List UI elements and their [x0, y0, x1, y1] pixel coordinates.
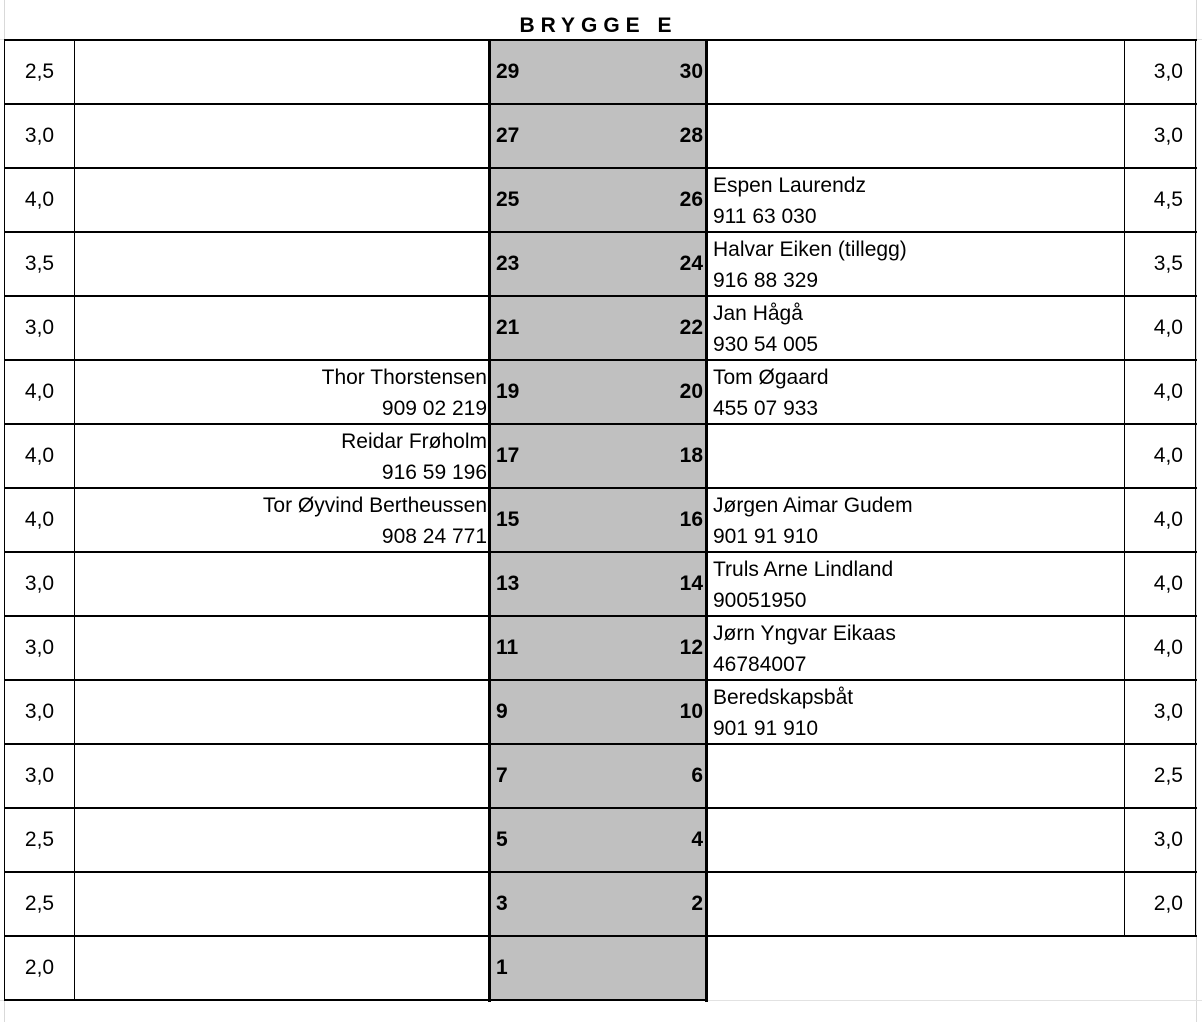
- right-berth-occupant[interactable]: [707, 744, 1124, 808]
- right-berth-number: 2: [691, 892, 703, 915]
- left-occupant-phone: 916 59 196: [381, 461, 487, 484]
- right-occupant-phone: 46784007: [713, 653, 807, 676]
- left-berth-number: 3: [496, 892, 508, 915]
- right-berth-size[interactable]: 3,0: [1124, 40, 1196, 104]
- right-occupant-phone: 90051950: [713, 589, 807, 612]
- left-berth-size[interactable]: 2,5: [4, 872, 75, 936]
- left-berth-number: 1: [496, 956, 508, 979]
- right-occupant-name: Espen Laurendz: [713, 174, 866, 197]
- left-berth-occupant[interactable]: [75, 168, 490, 232]
- row-divider: [706, 487, 1197, 489]
- berth-row: [0, 232, 1202, 296]
- right-occupant-phone: 911 63 030: [713, 205, 817, 228]
- right-berth-number: 28: [679, 124, 703, 147]
- left-berth-occupant[interactable]: [75, 424, 490, 488]
- right-berth-occupant[interactable]: [707, 808, 1124, 872]
- right-berth-number: 4: [691, 828, 703, 851]
- right-berth-number: 12: [679, 636, 703, 659]
- right-berth-occupant[interactable]: [707, 40, 1124, 104]
- right-berth-number: 24: [679, 252, 703, 275]
- row-divider: [706, 359, 1197, 361]
- right-occupant-name: Truls Arne Lindland: [713, 558, 894, 581]
- left-berth-occupant[interactable]: [75, 40, 490, 104]
- berth-row: [0, 488, 1202, 552]
- row-divider: [4, 743, 708, 745]
- right-berth-occupant[interactable]: [707, 104, 1124, 168]
- berth-row: [0, 360, 1202, 424]
- pier-cell[interactable]: [490, 552, 707, 616]
- right-occupant-phone: 901 91 910: [713, 525, 819, 548]
- right-berth-occupant[interactable]: [707, 232, 1124, 296]
- right-berth-size[interactable]: 3,0: [1124, 104, 1196, 168]
- pier-cell[interactable]: [490, 424, 707, 488]
- left-occupant-name: Thor Thorstensen: [321, 366, 487, 389]
- right-berth-number: 30: [679, 60, 703, 83]
- right-berth-number: 26: [679, 188, 703, 211]
- left-berth-size[interactable]: 4,0: [4, 488, 75, 552]
- left-berth-number: 11: [496, 636, 519, 659]
- right-occupant-phone: 916 88 329: [713, 269, 819, 292]
- right-berth-occupant[interactable]: [707, 616, 1124, 680]
- pier-cell[interactable]: [490, 168, 707, 232]
- right-occupant-phone: 901 91 910: [713, 717, 819, 740]
- right-berth-size[interactable]: 4,5: [1124, 168, 1196, 232]
- berth-row: [0, 936, 1202, 1000]
- pier-cell[interactable]: [490, 104, 707, 168]
- berth-row: [0, 40, 1202, 104]
- row-divider: [706, 167, 1197, 169]
- left-berth-occupant[interactable]: [75, 488, 490, 552]
- left-berth-size[interactable]: 4,0: [4, 360, 75, 424]
- right-berth-number: 18: [679, 444, 703, 467]
- left-berth-occupant[interactable]: [75, 936, 490, 1000]
- row-divider: [4, 487, 708, 489]
- right-berth-number: 20: [679, 380, 703, 403]
- pier-cell[interactable]: [490, 936, 707, 1000]
- right-berth-occupant[interactable]: [707, 936, 1124, 1000]
- right-berth-occupant[interactable]: [707, 488, 1124, 552]
- pier-cell[interactable]: [490, 488, 707, 552]
- left-berth-size[interactable]: 3,0: [4, 680, 75, 744]
- right-berth-size[interactable]: 3,5: [1124, 232, 1196, 296]
- left-berth-number: 5: [496, 828, 508, 851]
- pier-cell[interactable]: [490, 40, 707, 104]
- left-berth-number: 15: [496, 508, 520, 531]
- left-berth-occupant[interactable]: [75, 872, 490, 936]
- pier-cell[interactable]: [490, 616, 707, 680]
- berth-row: [0, 168, 1202, 232]
- right-berth-size[interactable]: 3,0: [1124, 680, 1196, 744]
- pier-cell[interactable]: [490, 680, 707, 744]
- left-berth-number: 13: [496, 572, 520, 595]
- row-divider: [4, 167, 708, 169]
- left-berth-occupant[interactable]: [75, 552, 490, 616]
- pier-cell[interactable]: [490, 232, 707, 296]
- left-berth-number: 25: [496, 188, 520, 211]
- left-berth-number: 23: [496, 252, 520, 275]
- berth-row: [0, 424, 1202, 488]
- right-berth-size[interactable]: 2,0: [1124, 872, 1196, 936]
- berth-row: [0, 808, 1202, 872]
- row-divider: [4, 999, 708, 1001]
- left-berth-number: 21: [496, 316, 520, 339]
- right-occupant-phone: 455 07 933: [713, 397, 819, 420]
- left-berth-occupant[interactable]: [75, 360, 490, 424]
- left-berth-size[interactable]: 2,5: [4, 808, 75, 872]
- pier-border-right: [705, 40, 708, 1002]
- right-occupant-phone: 930 54 005: [713, 333, 819, 356]
- right-berth-number: 10: [679, 700, 703, 723]
- left-berth-size[interactable]: 2,0: [4, 936, 75, 1000]
- left-berth-size[interactable]: 2,5: [4, 40, 75, 104]
- berth-row: [0, 744, 1202, 808]
- left-berth-number: 17: [496, 444, 520, 467]
- left-berth-occupant[interactable]: [75, 616, 490, 680]
- left-berth-number: 19: [496, 380, 520, 403]
- right-berth-occupant[interactable]: [707, 872, 1124, 936]
- right-berth-size[interactable]: 4,0: [1124, 296, 1196, 360]
- left-berth-size[interactable]: 3,0: [4, 616, 75, 680]
- row-divider: [4, 295, 708, 297]
- right-berth-number: 14: [679, 572, 703, 595]
- row-divider: [706, 423, 1197, 425]
- right-occupant-name: Jan Hågå: [713, 302, 803, 325]
- right-berth-size[interactable]: 4,0: [1124, 552, 1196, 616]
- right-berth-occupant[interactable]: [707, 360, 1124, 424]
- row-divider: [706, 935, 1197, 937]
- right-berth-occupant[interactable]: [707, 168, 1124, 232]
- row-divider: [706, 679, 1197, 681]
- sheet-title: BRYGGE E: [519, 14, 678, 37]
- left-berth-size[interactable]: 4,0: [4, 424, 75, 488]
- row-divider: [4, 103, 708, 105]
- left-occupant-name: Reidar Frøholm: [341, 430, 487, 453]
- right-berth-size[interactable]: 4,0: [1124, 616, 1196, 680]
- right-berth-occupant[interactable]: [707, 552, 1124, 616]
- row-divider: [706, 39, 1197, 41]
- berth-row: [0, 872, 1202, 936]
- right-occupant-name: Jørgen Aimar Gudem: [713, 494, 913, 517]
- row-divider: [4, 231, 708, 233]
- left-berth-size[interactable]: 3,0: [4, 744, 75, 808]
- row-divider: [4, 423, 708, 425]
- row-divider: [4, 551, 708, 553]
- pier-border-left: [488, 40, 491, 1002]
- row-divider: [706, 743, 1197, 745]
- berth-row: [0, 104, 1202, 168]
- pier-cell[interactable]: [490, 808, 707, 872]
- row-divider: [4, 39, 708, 41]
- row-divider: [4, 871, 708, 873]
- right-berth-number: 16: [679, 508, 703, 531]
- right-berth-number: 6: [691, 764, 703, 787]
- right-berth-size[interactable]: 2,5: [1124, 744, 1196, 808]
- right-berth-size[interactable]: 3,0: [1124, 808, 1196, 872]
- row-divider: [4, 935, 708, 937]
- berth-row: [0, 616, 1202, 680]
- left-berth-number: 27: [496, 124, 520, 147]
- right-berth-size[interactable]: [1124, 936, 1196, 1000]
- row-divider: [706, 103, 1197, 105]
- right-berth-occupant[interactable]: [707, 296, 1124, 360]
- row-divider: [706, 231, 1197, 233]
- pier-cell[interactable]: [490, 872, 707, 936]
- pier-cell[interactable]: [490, 296, 707, 360]
- right-occupant-name: Tom Øgaard: [713, 366, 829, 389]
- row-divider: [4, 679, 708, 681]
- left-berth-occupant[interactable]: [75, 232, 490, 296]
- right-berth-occupant[interactable]: [707, 424, 1124, 488]
- row-divider: [706, 871, 1197, 873]
- berth-row: [0, 680, 1202, 744]
- row-divider: [4, 615, 708, 617]
- left-berth-occupant[interactable]: [75, 104, 490, 168]
- left-berth-occupant[interactable]: [75, 744, 490, 808]
- left-occupant-phone: 909 02 219: [381, 397, 487, 420]
- row-divider: [4, 359, 708, 361]
- left-berth-size[interactable]: 3,0: [4, 296, 75, 360]
- left-berth-size[interactable]: 3,0: [4, 552, 75, 616]
- right-occupant-name: Halvar Eiken (tillegg): [713, 238, 907, 261]
- row-divider: [706, 551, 1197, 553]
- right-berth-occupant[interactable]: [707, 680, 1124, 744]
- left-berth-occupant[interactable]: [75, 680, 490, 744]
- berth-row: [0, 552, 1202, 616]
- left-berth-occupant[interactable]: [75, 808, 490, 872]
- left-occupant-name: Tor Øyvind Bertheussen: [262, 494, 487, 517]
- right-berth-number: 22: [679, 316, 703, 339]
- right-occupant-name: Jørn Yngvar Eikaas: [713, 622, 896, 645]
- row-divider: [4, 807, 708, 809]
- pier-cell[interactable]: [490, 360, 707, 424]
- left-berth-size[interactable]: 3,0: [4, 104, 75, 168]
- left-berth-occupant[interactable]: [75, 296, 490, 360]
- left-occupant-phone: 908 24 771: [381, 525, 487, 548]
- pier-cell[interactable]: [490, 744, 707, 808]
- left-berth-size[interactable]: 4,0: [4, 168, 75, 232]
- left-berth-number: 7: [496, 764, 508, 787]
- left-berth-size[interactable]: 3,5: [4, 232, 75, 296]
- row-divider: [706, 295, 1197, 297]
- right-berth-size[interactable]: 4,0: [1124, 424, 1196, 488]
- left-berth-number: 29: [496, 60, 520, 83]
- right-occupant-name: Beredskapsbåt: [713, 686, 854, 709]
- right-berth-size[interactable]: 4,0: [1124, 360, 1196, 424]
- left-berth-number: 9: [496, 700, 508, 723]
- row-divider: [706, 615, 1197, 617]
- berth-row: [0, 296, 1202, 360]
- right-berth-size[interactable]: 4,0: [1124, 488, 1196, 552]
- row-divider: [706, 807, 1197, 809]
